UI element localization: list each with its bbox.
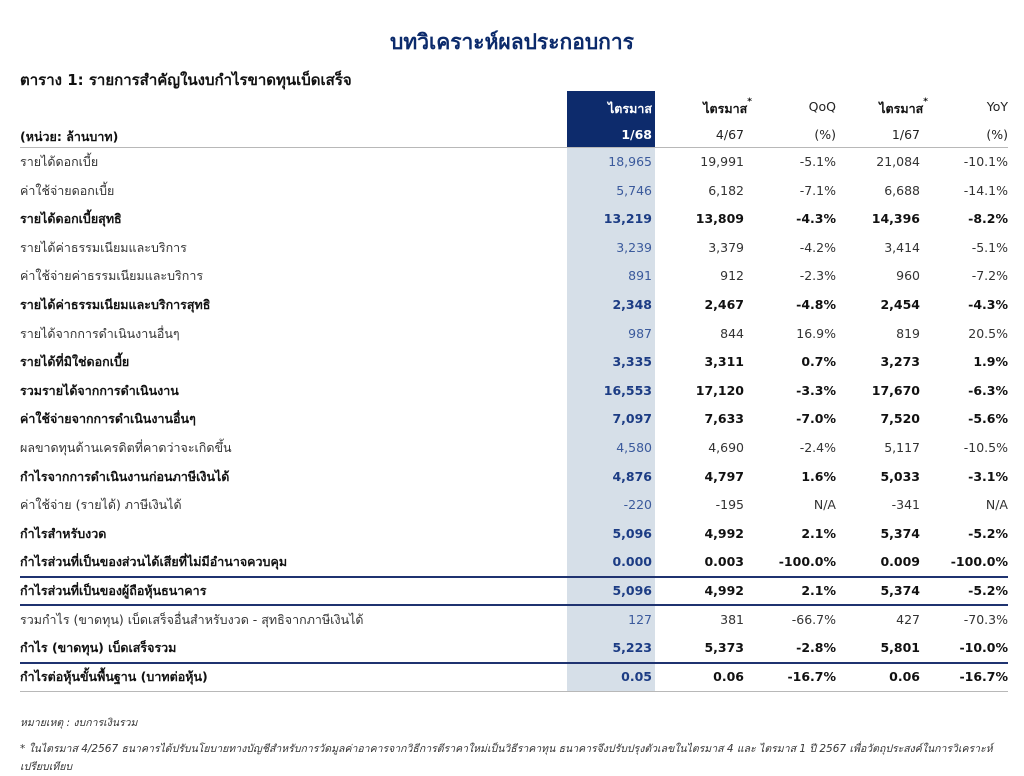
cell-col3: 0.7%	[801, 354, 836, 370]
cell-col2: 0.003	[704, 554, 744, 570]
table-row	[20, 548, 1008, 576]
table-bottom-rule	[20, 691, 1008, 692]
table-row	[20, 663, 1008, 691]
cell-col2: 4,992	[704, 525, 744, 541]
cell-col3: -66.7%	[791, 611, 836, 627]
cell-col1: 5,096	[612, 525, 652, 541]
cell-col1: 987	[628, 325, 652, 341]
cell-col2: 844	[720, 325, 744, 341]
cell-col3: -2.3%	[799, 268, 836, 284]
col3-header-line2: (%)	[814, 127, 836, 142]
cell-col4: 17,670	[871, 382, 920, 398]
cell-col4: 3,273	[880, 354, 920, 370]
table-title: ตาราง 1: รายการสำคัญในงบกำไรขาดทุนเบ็ดเสร็จ	[20, 71, 352, 89]
row-label: กำไรต่อหุ้นขั้นพื้นฐาน (บาทต่อหุ้น)	[20, 668, 208, 684]
row-label: ค่าใช้จ่ายดอกเบี้ย	[20, 182, 115, 198]
col4-header-line2: 1/67	[891, 127, 920, 142]
table-row	[20, 491, 1008, 519]
cell-col1: 3,239	[616, 239, 652, 255]
row-label: รายได้ดอกเบี้ย	[20, 154, 99, 169]
cell-col1: 0.05	[621, 668, 652, 684]
cell-col4: 0.06	[889, 668, 920, 684]
cell-col3: 2.1%	[801, 525, 836, 541]
cell-col5: -10.1%	[963, 154, 1008, 169]
unit-label: (หน่วย: ล้านบาท)	[20, 129, 119, 144]
cell-col5: -5.6%	[968, 411, 1008, 427]
cell-col3: -7.1%	[799, 182, 836, 198]
cell-col3: 2.1%	[801, 583, 836, 598]
cell-col1: 16,553	[603, 382, 652, 398]
row-label: รายได้ค่าธรรมเนียมและบริการสุทธิ	[20, 297, 211, 312]
cell-col5: -5.1%	[971, 239, 1008, 255]
row-label: กำไร (ขาดทุน) เบ็ดเสร็จรวม	[20, 640, 177, 656]
cell-col2: 381	[720, 611, 744, 627]
cell-col2: 13,809	[695, 211, 744, 227]
eps-rule-top	[20, 662, 1008, 664]
cell-col5: -5.2%	[968, 583, 1008, 598]
cell-col5: 20.5%	[968, 325, 1008, 341]
cell-col5: -4.3%	[968, 297, 1008, 312]
col5-header-line2: (%)	[986, 127, 1008, 142]
cell-col4: 0.009	[880, 554, 920, 570]
cell-col1: 127	[628, 611, 652, 627]
table-row	[20, 577, 1008, 605]
table-row	[20, 348, 1008, 376]
cell-col5: -10.0%	[959, 640, 1008, 656]
cell-col4: 6,688	[884, 182, 920, 198]
cell-col3: -3.3%	[796, 382, 836, 398]
cell-col2: 3,311	[704, 354, 744, 370]
cell-col2: 4,690	[708, 440, 744, 455]
table-row	[20, 177, 1008, 205]
cell-col4: 5,374	[880, 583, 920, 598]
cell-col1: -220	[623, 497, 652, 513]
cell-col4: 14,396	[871, 211, 920, 227]
row-label: รวมรายได้จากการดำเนินงาน	[20, 382, 179, 398]
table-row	[20, 262, 1008, 290]
cell-col3: -4.3%	[796, 211, 836, 227]
cell-col4: 3,414	[884, 239, 920, 255]
cell-col4: 21,084	[876, 154, 920, 169]
cell-col4: 427	[896, 611, 920, 627]
row-label: ค่าใช้จ่าย (รายได้) ภาษีเงินได้	[20, 497, 182, 513]
col2-header-line2: 4/67	[715, 127, 744, 142]
cell-col5: -70.3%	[963, 611, 1008, 627]
cell-col4: 5,033	[880, 468, 920, 484]
col1-header-line1: ไตรมาส	[607, 101, 652, 116]
table-row	[20, 606, 1008, 634]
cell-col5: -10.5%	[963, 440, 1008, 455]
cell-col2: 7,633	[704, 411, 744, 427]
row-label: กำไรสำหรับงวด	[20, 525, 107, 541]
footnote-consolidated: หมายเหตุ : งบการเงินรวม	[20, 717, 138, 729]
row-label: กำไรจากการดำเนินงานก่อนภาษีเงินได้	[20, 468, 230, 484]
page-title: บทวิเคราะห์ผลประกอบการ	[390, 30, 634, 54]
cell-col5: -7.2%	[971, 268, 1008, 284]
cell-col3: -2.8%	[796, 640, 836, 656]
cell-col3: -16.7%	[787, 668, 836, 684]
cell-col1: 7,097	[612, 411, 652, 427]
cell-col1: 5,223	[612, 640, 652, 656]
shareholder-rule-top	[20, 576, 1008, 578]
header-rule	[20, 147, 1008, 148]
cell-col3: -2.4%	[799, 440, 836, 455]
col4-header-line1: ไตรมาส*	[879, 97, 928, 116]
col2-header-line1: ไตรมาส*	[703, 97, 752, 116]
cell-col5: -8.2%	[968, 211, 1008, 227]
cell-col4: 5,374	[880, 525, 920, 541]
cell-col2: 17,120	[695, 382, 744, 398]
cell-col5: -6.3%	[968, 382, 1008, 398]
footnote-policy-continued: เปรียบเทียบ	[20, 761, 73, 773]
cell-col1: 5,096	[612, 583, 652, 598]
col1-header-line2: 1/68	[621, 127, 652, 142]
table-row	[20, 634, 1008, 662]
cell-col1: 4,876	[612, 468, 652, 484]
cell-col2: 912	[720, 268, 744, 284]
cell-col2: 3,379	[708, 239, 744, 255]
cell-col3: -4.8%	[796, 297, 836, 312]
cell-col5: -16.7%	[959, 668, 1008, 684]
cell-col2: 2,467	[704, 297, 744, 312]
cell-col3: -5.1%	[799, 154, 836, 169]
footnote-policy: * ในไตรมาส 4/2567 ธนาคารได้ปรับนโยบายทางบัญชีสำหรับการวัดมูลค่าอาคารจากวิธีการตีราคาใหม่เป็นวิธีราคาทุน ธนาคารจึงปรับปรุงตัวเลขในไตรมาส 4 และ ไตรมาส 1 ปี 2567 เพื่อวัตถุประสงค์ในการวิเคราะห์	[20, 743, 993, 755]
cell-col2: 19,991	[700, 154, 744, 169]
cell-col1: 0.000	[612, 554, 652, 570]
cell-col4: -341	[891, 497, 920, 513]
row-label: ค่าใช้จ่ายค่าธรรมเนียมและบริการ	[20, 268, 204, 284]
cell-col2: 4,797	[704, 468, 744, 484]
cell-col3: 16.9%	[796, 325, 836, 341]
cell-col1: 891	[628, 268, 652, 284]
cell-col2: -195	[715, 497, 744, 513]
cell-col4: 7,520	[880, 411, 920, 427]
shareholder-rule-bottom	[20, 604, 1008, 606]
cell-col1: 4,580	[616, 440, 652, 455]
row-label: รายได้จากการดำเนินงานอื่นๆ	[20, 325, 180, 341]
cell-col4: 5,117	[884, 440, 920, 455]
table-row	[20, 463, 1008, 491]
row-label: ค่าใช้จ่ายจากการดำเนินงานอื่นๆ	[20, 411, 196, 427]
cell-col5: -14.1%	[963, 182, 1008, 198]
table-row	[20, 148, 1008, 176]
row-label: รายได้ค่าธรรมเนียมและบริการ	[20, 239, 187, 255]
cell-col2: 5,373	[704, 640, 744, 656]
cell-col2: 0.06	[713, 668, 744, 684]
table-row	[20, 320, 1008, 348]
table-row	[20, 405, 1008, 433]
cell-col5: N/A	[985, 497, 1008, 513]
row-label: รวมกำไร (ขาดทุน) เบ็ดเสร็จอื่นสำหรับงวด - สุทธิจากภาษีเงินได้	[20, 611, 364, 627]
cell-col3: -4.2%	[799, 239, 836, 255]
table-row	[20, 434, 1008, 462]
cell-col3: N/A	[813, 497, 836, 513]
cell-col4: 819	[896, 325, 920, 341]
cell-col1: 2,348	[612, 297, 652, 312]
row-label: กำไรส่วนที่เป็นของส่วนได้เสียที่ไม่มีอำนาจควบคุม	[20, 554, 288, 570]
cell-col5: -5.2%	[968, 525, 1008, 541]
cell-col5: -100.0%	[950, 554, 1008, 570]
cell-col4: 2,454	[880, 297, 920, 312]
cell-col2: 6,182	[708, 182, 744, 198]
cell-col3: 1.6%	[801, 468, 836, 484]
table-row	[20, 205, 1008, 233]
table-row	[20, 377, 1008, 405]
cell-col1: 3,335	[612, 354, 652, 370]
table-row	[20, 520, 1008, 548]
cell-col3: -7.0%	[796, 411, 836, 427]
col5-header-line1: YoY	[986, 99, 1008, 114]
cell-col3: -100.0%	[778, 554, 836, 570]
row-label: กำไรส่วนที่เป็นของผู้ถือหุ้นธนาคาร	[20, 583, 207, 598]
row-label: ผลขาดทุนด้านเครดิตที่คาดว่าจะเกิดขึ้น	[20, 440, 232, 455]
cell-col4: 960	[896, 268, 920, 284]
cell-col1: 5,746	[616, 182, 652, 198]
cell-col1: 18,965	[608, 154, 652, 169]
cell-col5: 1.9%	[973, 354, 1008, 370]
cell-col4: 5,801	[880, 640, 920, 656]
table-row	[20, 291, 1008, 319]
col3-header-line1: QoQ	[808, 99, 836, 114]
cell-col2: 4,992	[704, 583, 744, 598]
cell-col5: -3.1%	[968, 468, 1008, 484]
cell-col1: 13,219	[603, 211, 652, 227]
table-row	[20, 234, 1008, 262]
row-label: รายได้ดอกเบี้ยสุทธิ	[20, 211, 122, 227]
row-label: รายได้ที่มิใช่ดอกเบี้ย	[20, 354, 130, 370]
